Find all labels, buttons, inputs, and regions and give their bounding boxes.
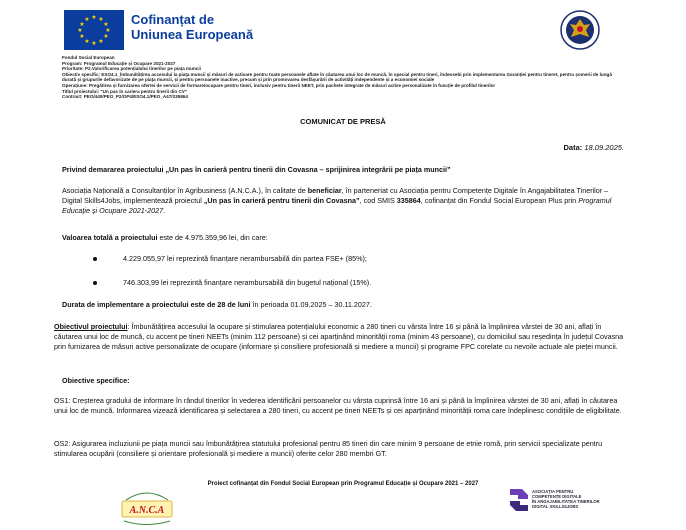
page-title: COMUNICAT DE PRESĂ — [300, 117, 386, 126]
meta-line: Contract: PEO/440/PEO_P2/OP4/ESO4.1/PEO_A47/335864 — [62, 94, 188, 100]
footer-cofinance-line: Proiect cofinanțat din Fondul Social European prin Programul Educație și Ocupare 2021 – 2027 — [207, 481, 479, 487]
duration-paragraph — [62, 300, 624, 310]
meta-line: Program: Programul Educație și Ocupare 2021-2027 — [62, 60, 176, 66]
objective-label: Obiectivul proiectului — [54, 322, 128, 331]
duration-mid: este de — [188, 300, 218, 309]
duration-label: Durata de implementare a proiectului — [62, 300, 189, 309]
objective-paragraph — [54, 322, 626, 353]
meta-line: Obiectiv specific: ESO4.1_Îmbunătățirea accesului la piața muncii și măsuri de activare pentru toate persoanele aflate în căutarea unui loc de muncă, în special pentru tineri, îndeosebi prin implementarea Garanției pentru tineret, pentru șomerii de lungă durată și grupurile defavorizate de pe piața muncii, și pentru persoanele inactive, precum și prin promovarea desfășurării de activități independente și a economiei sociale — [62, 71, 612, 83]
anca-logo-label: A.N.C.A — [129, 505, 165, 516]
dsj-line: COMPETENȚE DIGITALE — [532, 494, 582, 499]
duration-months: 28 de luni — [217, 300, 251, 309]
objective-text: : Îmbunătățirea accesului la ocupare și stimularea potențialului economic a 280 tineri cu vârsta între 16 și până la împlinirea vârstei de 30 ani, aflați în căutarea unui loc de muncă, cu accent pe tineri NEETs (minim 112 persoane) și cei aparținând minorității roma (minim 43 persoane), cu domiciliul sau reședința în județul Covasna prin furnizarea de măsuri active personalizate de ocupare (informare și consiliere profesională și mediere a muncii) și programe FPC corelate cu nevoile actuale ale pieței muncii. — [54, 322, 624, 352]
assoc-beneficiary: beneficiar — [307, 186, 342, 195]
assoc-smis-code: 335864 — [396, 196, 421, 206]
svg-text:★: ★ — [79, 33, 85, 40]
specific-objective-1: OS1: Creșterea gradului de informare în rândul tinerilor în vederea identificării persoanelor cu vârsta cuprinsă între 16 ani și până la împlinirea vârstei de 30 ani, aflați în căutarea unui loc de muncă. Informarea vizează identificarea și selectarea a 280 tineri, cu accent pe tineri NEETs și cei aparținând minorității roma care îndeplinesc condițiile de eligibilitate. — [54, 396, 622, 416]
partnership-paragraph — [62, 186, 624, 217]
date-value: 18.09.2025. — [584, 143, 624, 152]
bullet-icon — [93, 257, 97, 261]
assoc-program: Programul Educație și Ocupare 2021-2027 — [62, 196, 612, 216]
specific-objectives-heading: Obiective specifice: — [62, 376, 130, 385]
press-date — [564, 143, 624, 152]
total-label: Valoarea totală a proiectului — [62, 233, 158, 242]
bullet-text: 746.303,99 lei reprezintă finanțare nerambursabilă din bugetul național (15%). — [123, 278, 372, 287]
dsj-logo-text — [532, 489, 628, 509]
svg-text:★: ★ — [98, 38, 104, 45]
total-value-paragraph — [62, 233, 624, 243]
svg-text:★: ★ — [91, 14, 97, 21]
assoc-text-4: , cofinanțat din Fondul Social European Plus prin — [420, 196, 579, 206]
svg-text:★: ★ — [77, 27, 83, 34]
meta-line: Titlul proiectului: "Un pas în cariera pentru tinerii din CV" — [62, 88, 188, 94]
eu-line-2: Uniunea Europeană — [131, 27, 254, 42]
bullet-icon — [93, 281, 97, 285]
meta-line: Operațiune: Pregătirea și furnizarea ofertei de servicii de formare/ocupare pentru tineri, inclusiv pentru tinerii NEET, prin pachete integrate de măsuri active personalizate în funcție de profilul tinerilor — [62, 82, 496, 88]
romanian-government-emblem-icon — [560, 10, 600, 50]
svg-text:★: ★ — [79, 21, 85, 28]
eu-flag-icon — [64, 10, 124, 50]
dsj-mark-icon — [508, 487, 530, 513]
svg-text:★: ★ — [84, 16, 90, 23]
assoc-text-1: Asociația Națională a Consultanților în Agribusiness (A.N.C.A.), în calitate de — [62, 186, 308, 195]
dsj-line: DIGITAL SKILLS4JOBS — [532, 504, 579, 509]
total-rest: este de 4.975.359,96 lei, din care: — [157, 233, 268, 242]
assoc-text-3: , cod SMIS — [359, 196, 397, 206]
meta-line: Fondul Social European — [62, 55, 115, 60]
assoc-project-name: „Un pas în carieră pentru tinerii din Covasna” — [203, 196, 360, 206]
anca-logo-icon — [116, 488, 178, 526]
eu-cofinanced-label — [131, 12, 253, 42]
svg-text:★: ★ — [103, 33, 109, 40]
assoc-text-2: , în parteneriat cu Asociația pentru Competențe Digitale în Angajabilitatea Tinerilor – Digital Skills4Jobs, implementează proiectul — [62, 186, 609, 206]
bullet-text: 4.229.055,97 lei reprezintă finanțare nerambursabilă din partea FSE+ (85%); — [123, 254, 367, 263]
meta-line: Prioritate: P2.Valorificarea potențialului tinerilor pe piața muncii — [62, 66, 201, 72]
specific-objective-2: OS2: Asigurarea incluziunii pe piața muncii sau îmbunătățirea statutului profesional pentru 85 tineri din care minim 9 persoane de etnie romă, prin servicii specializate pentru stimularea ocupării (consiliere și orientare profesională și mediere a muncii) oferite celor 280 membri GT. — [54, 439, 603, 459]
dsj-line: ASOCIAȚIA PENTRU — [532, 489, 574, 494]
dsj-line: ÎN ANGAJABILITATEA TINERILOR — [532, 499, 600, 504]
assoc-text-5: . — [163, 206, 166, 216]
svg-text:★: ★ — [98, 16, 104, 23]
duration-rest: în perioada 01.09.2025 – 30.11.2027. — [250, 300, 372, 309]
date-label: Data: — [563, 143, 583, 152]
project-meta-block — [62, 55, 622, 100]
eu-line-1: Cofinanțat de — [131, 12, 215, 27]
release-heading: Privind demararea proiectului „Un pas în carieră pentru tinerii din Covasna – sprijinirea integrării pe piața muncii” — [62, 165, 451, 174]
svg-text:★: ★ — [91, 40, 97, 47]
svg-text:★: ★ — [103, 21, 109, 28]
svg-text:★: ★ — [105, 27, 111, 34]
svg-text:★: ★ — [84, 38, 90, 45]
digital-skills4jobs-logo-icon — [508, 485, 626, 517]
